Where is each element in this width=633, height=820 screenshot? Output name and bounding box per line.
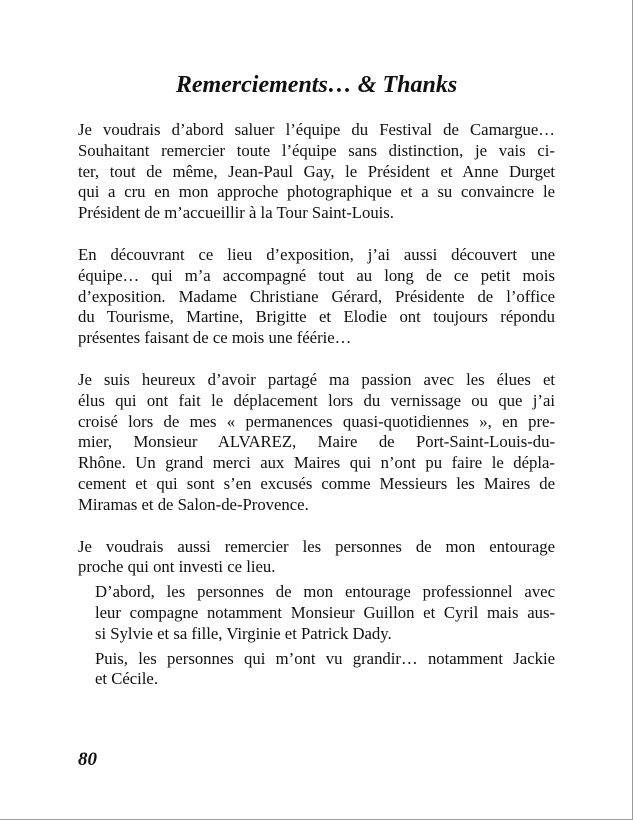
text-line: Je voudrais d’abord saluer l’équipe du Festival de Camargue… [78, 120, 555, 139]
text-line: élus qui ont fait le déplacement lors du vernissage ou que j’ai [78, 390, 555, 410]
paragraph-entourage [78, 537, 555, 579]
paragraph-professionnel [78, 582, 555, 644]
text-line: cement et qui sont s’en excusés comme Messieurs les Maires de [78, 473, 555, 493]
page-title: Remerciements… & Thanks [175, 72, 458, 98]
text-line: proche qui ont investi ce lieu. [78, 557, 276, 577]
text-line: mier, Monsieur ALVAREZ, Maire de Port-Saint-Louis-du- [78, 432, 555, 452]
paragraph-festival [78, 120, 555, 224]
text-line: si Sylvie et sa fille, Virginie et Patrick Dady. [95, 623, 392, 643]
text-line: qui a cru en mon approche photographique et a su convaincre le [78, 182, 555, 202]
text-line: d’exposition. Madame Christiane Gérard, Présidente de l’office [78, 286, 555, 306]
text-line: Je voudrais aussi remercier les personnes de mon entourage [78, 536, 555, 556]
text-line: En découvrant ce lieu d’exposition, j’ai aussi découvert une [78, 244, 555, 264]
text-line: Je suis heureux d’avoir partagé ma passion avec les élues et [78, 369, 555, 389]
text-line: Puis, les personnes qui m’ont vu grandir… notamment Jackie [95, 648, 555, 668]
text-line: leur compagne notamment Monsieur Guillon et Cyril mais aus- [95, 602, 555, 622]
text-line: ter, tout de même, Jean-Paul Gay, le Président et Anne Durget [78, 161, 555, 181]
text-line: Miramas et de Salon-de-Provence. [78, 494, 309, 514]
text-line: présentes faisant de ce mois une féérie… [78, 328, 352, 348]
text-line: croisé lors de mes « permanences quasi-quotidiennes », en pre- [78, 411, 555, 431]
text-line: Souhaitant remercier toute l’équipe sans distinction, je vais ci- [78, 140, 555, 160]
text-line: D’abord, les personnes de mon entourage professionnel avec [95, 582, 555, 602]
paragraph-elus [78, 370, 555, 516]
text-line: et Cécile. [95, 669, 159, 689]
body-text [78, 120, 555, 690]
text-line: équipe… qui m’a accompagné tout au long de ce petit mois [78, 265, 555, 285]
paragraph-famille [78, 649, 555, 691]
paragraph-exposition [78, 245, 555, 349]
text-line: du Tourisme, Martine, Brigitte et Elodie ont toujours répondu [78, 307, 555, 327]
text-line: Président de m’accueillir à la Tour Saint-Louis. [78, 203, 394, 223]
text-line: Rhône. Un grand merci aux Maires qui n’ont pu faire le dépla- [78, 453, 555, 473]
page-number: 80 [78, 749, 97, 770]
